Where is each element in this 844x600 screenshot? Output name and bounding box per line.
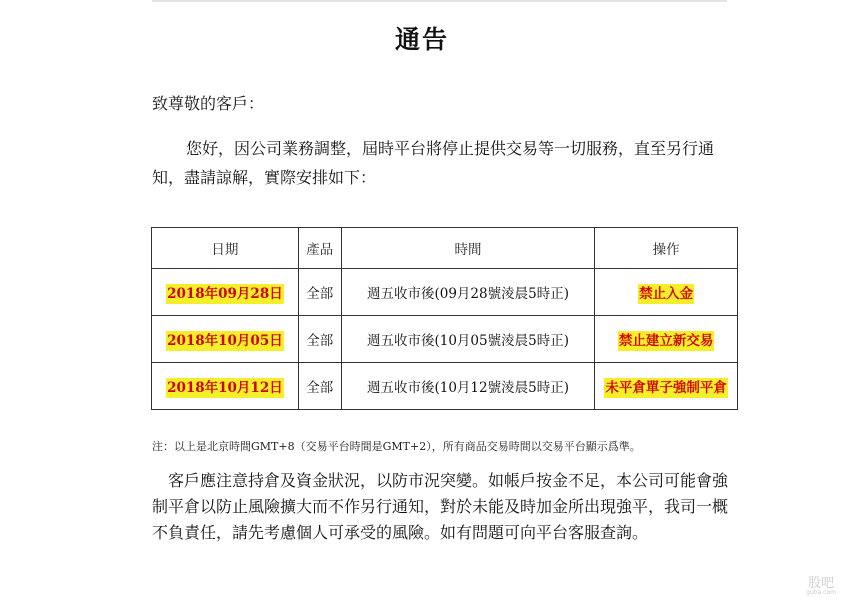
action-highlight: 禁止建立新交易	[618, 333, 714, 349]
action-highlight: 禁止入金	[639, 286, 694, 302]
action-cell	[595, 269, 738, 316]
table-row	[152, 316, 738, 363]
watermark-logo-text: 股吧	[808, 576, 835, 591]
risk-warning-paragraph: 客戶應注意持倉及資金狀況，以防市況突變。如帳戶按金不足，本公司可能會強制平倉以防止風險擴大而不作另行通知，對於未能及時加金所出現強平，我司一概不負責任，請先考慮個人可承受的風險。如有問題可向平台客服查詢。	[152, 471, 729, 542]
product-cell: 全部	[298, 316, 341, 363]
greeting-line: 致尊敬的客戶：	[152, 94, 265, 113]
table-row	[152, 363, 738, 410]
product-cell: 全部	[298, 269, 341, 316]
date-highlight: 2018年10月05日	[167, 333, 283, 349]
time-cell: 週五收市後(09月28號淩晨5時正)	[341, 269, 595, 316]
watermark-url: guba.com	[806, 589, 836, 596]
header-action: 操作	[595, 228, 738, 269]
header-time: 時間	[341, 228, 595, 269]
intro-paragraph: 您好，因公司業務調整，屆時平台將停止提供交易等一切服務，直至另行通知，盡請諒解，實際安排如下：	[152, 139, 715, 187]
schedule-table	[151, 227, 738, 410]
action-highlight: 未平倉單子強制平倉	[605, 380, 727, 396]
header-date: 日期	[152, 228, 299, 269]
time-cell: 週五收市後(10月05號淩晨5時正)	[341, 316, 595, 363]
action-cell	[595, 363, 738, 410]
header-product: 產品	[298, 228, 341, 269]
site-watermark	[806, 577, 836, 596]
timezone-note: 注：以上是北京時間GMT+8（交易平台時間是GMT+2），所有商品交易時間以交易平台顯示爲準。	[152, 440, 641, 453]
table-row	[152, 269, 738, 316]
action-cell	[595, 316, 738, 363]
product-cell: 全部	[298, 363, 341, 410]
page-title: 通告	[394, 25, 449, 54]
date-cell	[152, 363, 299, 410]
table-header-row	[152, 228, 738, 269]
date-highlight: 2018年09月28日	[167, 286, 283, 302]
top-divider	[152, 0, 727, 2]
time-cell: 週五收市後(10月12號淩晨5時正)	[341, 363, 595, 410]
date-cell	[152, 316, 299, 363]
date-cell	[152, 269, 299, 316]
date-highlight: 2018年10月12日	[167, 380, 283, 396]
